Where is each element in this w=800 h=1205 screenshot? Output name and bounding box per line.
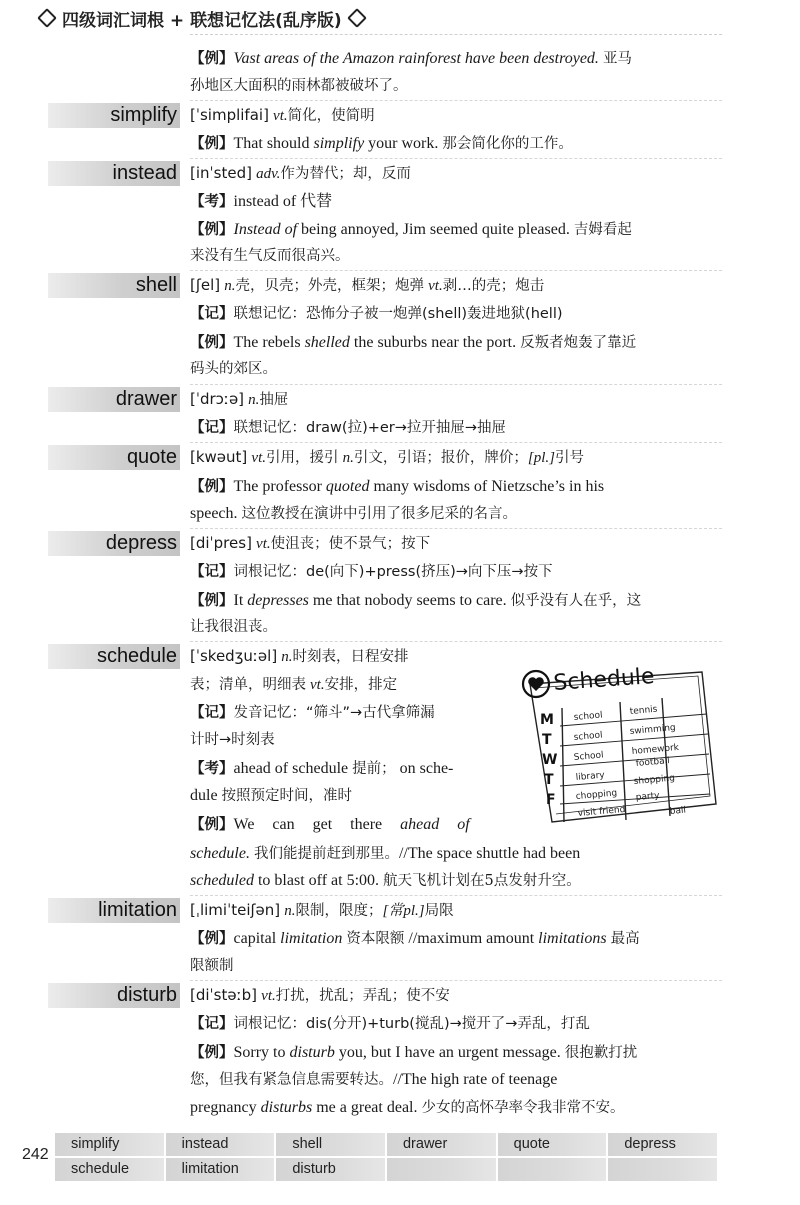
schedule-example-line2: schedule. 我们能提前赶到那里。//The space shuttle had been bbox=[190, 845, 581, 862]
depress-example-line1: 【例】It depresses me that nobody seems to care. 似乎没有人在乎，这 bbox=[190, 592, 642, 609]
divider bbox=[190, 158, 722, 159]
header-rule bbox=[190, 34, 722, 35]
shell-definition: [ʃel] n.壳，贝壳；外壳，框架；炮弹 vt.剥…的壳；炮击 bbox=[190, 276, 545, 294]
divider bbox=[190, 895, 722, 896]
depress-definition: [diˈpres] vt.使沮丧；使不景气；按下 bbox=[190, 534, 431, 552]
shell-memory: 【记】联想记忆：恐怖分子被一炮弹(shell)轰进地狱(hell) bbox=[190, 306, 563, 322]
headword-drawer: drawer bbox=[48, 387, 180, 412]
cell-swimming: swimming bbox=[629, 723, 677, 737]
headword-limitation: limitation bbox=[48, 898, 180, 923]
footer-word: disturb bbox=[276, 1158, 385, 1181]
cell-library: library bbox=[575, 770, 606, 783]
quote-example-line2: speech. 这位教授在演讲中引用了很多尼采的名言。 bbox=[190, 505, 518, 522]
top-example-line1: 【例】Vast areas of the Amazon rainforest have been destroyed. 亚马 bbox=[190, 50, 632, 67]
headword-depress: depress bbox=[48, 531, 180, 556]
divider bbox=[190, 442, 722, 443]
cell-school2: school bbox=[573, 730, 604, 743]
schedule-exam-line2: dule 按照预定时间，准时 bbox=[190, 787, 353, 804]
cell-party: party bbox=[635, 790, 660, 803]
header-title: 四级词汇词根 + 联想记忆法(乱序版) bbox=[62, 10, 342, 31]
divider bbox=[190, 641, 722, 642]
divider bbox=[190, 980, 722, 981]
cell-visit-friend: visit friend bbox=[577, 804, 626, 819]
instead-exam: 【考】instead of 代替 bbox=[190, 193, 333, 210]
quote-example-line1: 【例】The professor quoted many wisdoms of Nietzsche’s in his bbox=[190, 478, 605, 495]
day-t1: T bbox=[542, 732, 552, 748]
cell-school1: school bbox=[573, 710, 604, 723]
footer-word: shell bbox=[276, 1133, 385, 1156]
depress-example-line2: 让我很沮丧。 bbox=[190, 619, 277, 635]
cell-school3: School bbox=[573, 750, 605, 763]
drawer-memory: 【记】联想记忆：draw(拉)+er→拉开抽屉→抽屉 bbox=[190, 420, 507, 436]
footer-word: limitation bbox=[166, 1158, 275, 1181]
running-header bbox=[40, 6, 364, 30]
shell-example-line2: 码头的郊区。 bbox=[190, 361, 277, 377]
headword-instead: instead bbox=[48, 161, 180, 186]
schedule-illustration bbox=[502, 654, 720, 826]
cell-football: football bbox=[635, 756, 671, 769]
schedule-definition-line2: 表；清单，明细表 vt.安排，排定 bbox=[190, 677, 398, 693]
limitation-example-line2: 限额制 bbox=[190, 958, 234, 974]
footer-word: quote bbox=[498, 1133, 607, 1156]
schedule-memory-line1: 【记】发音记忆：“筛斗”→古代拿筛漏 bbox=[190, 705, 435, 721]
limitation-example-line1: 【例】capital limitation 资本限额 //maximum amount limitations 最高 bbox=[190, 930, 640, 947]
schedule-exam-line1: 【考】ahead of schedule 提前； on sche- bbox=[190, 760, 454, 777]
drawer-definition: [ˈdrɔːə] n.抽屉 bbox=[190, 390, 289, 408]
headword-schedule: schedule bbox=[48, 644, 180, 669]
headword-quote: quote bbox=[48, 445, 180, 470]
cell-tennis: tennis bbox=[629, 704, 658, 717]
footer-word: simplify bbox=[55, 1133, 164, 1156]
day-w: W bbox=[542, 752, 558, 768]
footer-word: instead bbox=[166, 1133, 275, 1156]
day-t2: T bbox=[544, 772, 554, 788]
footer-word-empty bbox=[608, 1158, 717, 1181]
disturb-definition: [diˈstəːb] vt.打扰，扰乱；弄乱；使不安 bbox=[190, 986, 450, 1004]
depress-memory: 【记】词根记忆：de(向下)+press(挤压)→向下压→按下 bbox=[190, 564, 553, 580]
footer-word: depress bbox=[608, 1133, 717, 1156]
divider bbox=[190, 528, 722, 529]
headword-shell: shell bbox=[48, 273, 180, 298]
cell-shopping: shopping bbox=[633, 773, 676, 787]
cell-ball: ball bbox=[669, 805, 687, 817]
diamond-left-icon bbox=[37, 8, 57, 28]
schedule-memory-line2: 计时→时刻表 bbox=[190, 732, 275, 748]
diamond-right-icon bbox=[347, 8, 367, 28]
schedule-example-line3: scheduled to blast off at 5:00. 航天飞机计划在5点发射升空。 bbox=[190, 872, 581, 889]
footer-word: drawer bbox=[387, 1133, 496, 1156]
footer-word-empty bbox=[387, 1158, 496, 1181]
disturb-example-line2: 您，但我有紧急信息需要转达。//The high rate of teenage bbox=[190, 1071, 558, 1088]
footer-word-index bbox=[55, 1133, 717, 1181]
cell-chopping: chopping bbox=[575, 788, 618, 802]
schedule-example-line1: 【例】We can get there ahead of bbox=[190, 816, 470, 833]
instead-definition: [inˈsted] adv.作为替代；却，反而 bbox=[190, 164, 411, 182]
cell-homework: homework bbox=[631, 742, 680, 757]
instead-example-line1: 【例】Instead of being annoyed, Jim seemed quite pleased. 吉姆看起 bbox=[190, 221, 632, 238]
footer-word-empty bbox=[498, 1158, 607, 1181]
divider bbox=[190, 100, 722, 101]
quote-definition: [kwəut] vt.引用，援引 n.引文，引语；报价，牌价；[pl.]引号 bbox=[190, 448, 584, 466]
top-example-line2: 孙地区大面积的雨林都被破坏了。 bbox=[190, 78, 408, 94]
schedule-definition-line1: [ˈskedʒuːəl] n.时刻表，日程安排 bbox=[190, 647, 409, 665]
day-m: M bbox=[540, 712, 554, 728]
simplify-example: 【例】That should simplify your work. 那会简化你的工作。 bbox=[190, 135, 573, 152]
page-number: 242 bbox=[22, 1146, 49, 1163]
headword-simplify: simplify bbox=[48, 103, 180, 128]
disturb-memory: 【记】词根记忆：dis(分开)+turb(搅乱)→搅开了→弄乱，打乱 bbox=[190, 1016, 590, 1032]
simplify-definition: [ˈsimplifai] vt.简化，使简明 bbox=[190, 106, 375, 124]
shell-example-line1: 【例】The rebels shelled the suburbs near the port. 反叛者炮轰了靠近 bbox=[190, 334, 637, 351]
illustration-title: Schedule bbox=[552, 663, 656, 696]
limitation-definition: [ˌlimiˈteiʃən] n.限制，限度；[常pl.]局限 bbox=[190, 901, 454, 919]
day-f: F bbox=[546, 792, 556, 808]
disturb-example-line3: pregnancy disturbs me a great deal. 少女的高怀孕率令我非常不安。 bbox=[190, 1099, 625, 1116]
divider bbox=[190, 384, 722, 385]
divider bbox=[190, 270, 722, 271]
instead-example-line2: 来没有生气反而很高兴。 bbox=[190, 248, 350, 264]
disturb-example-line1: 【例】Sorry to disturb you, but I have an urgent message. 很抱歉打扰 bbox=[190, 1044, 638, 1061]
footer-word: schedule bbox=[55, 1158, 164, 1181]
headword-disturb: disturb bbox=[48, 983, 180, 1008]
